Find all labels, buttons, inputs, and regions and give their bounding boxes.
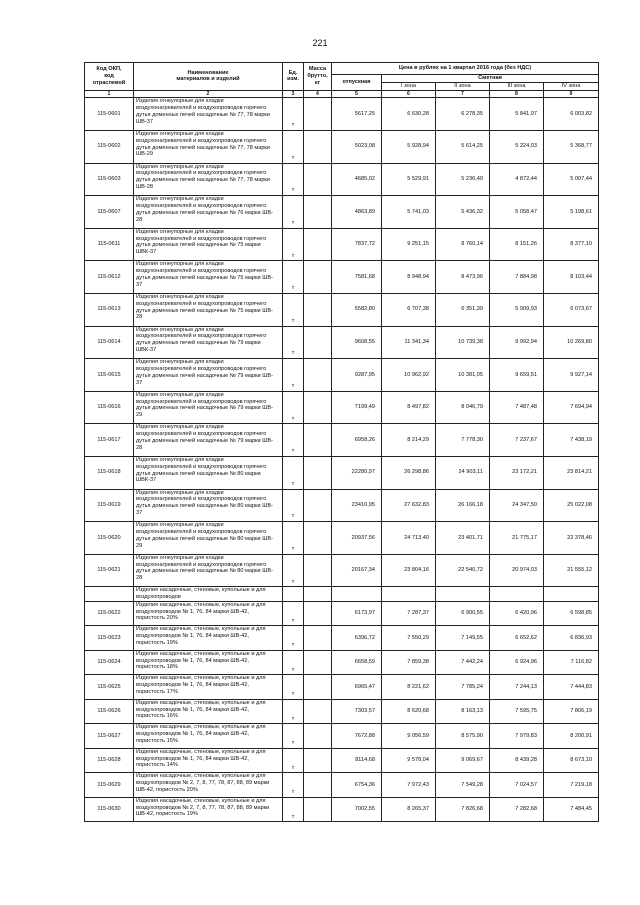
row-unit: т (283, 554, 304, 587)
header-unit: Ед. изм. (283, 63, 304, 91)
row-name: Изделия огнеупорные для кладки воздухонагревателей и воздухопроводов горячего дутья доменных печей насадочные № 77, 78 марки ШВ-37 (134, 98, 283, 131)
row-price: 8 103,44 (544, 261, 599, 294)
row-code: 115-0601 (85, 98, 134, 131)
row-price: 9 056,59 (382, 724, 436, 749)
row-unit: т (283, 359, 304, 392)
group-empty (283, 587, 304, 602)
row-price: 8 497,82 (382, 391, 436, 424)
column-number: 7 (436, 90, 490, 98)
table-row (85, 489, 599, 522)
row-code: 115-0615 (85, 359, 134, 392)
group-empty (436, 587, 490, 602)
row-name: Изделия насадочные, стеновые, купольные и для воздухопроводов № 1, 76, 84 марки ШВ-42, пористость 17% (134, 675, 283, 700)
row-price: 9 992,94 (490, 326, 544, 359)
table-row (85, 797, 599, 822)
table-row (85, 522, 599, 555)
row-price: 7 549,28 (436, 773, 490, 798)
row-price: 20937,56 (332, 522, 382, 555)
row-price: 24 903,11 (436, 456, 490, 489)
group-row (85, 587, 599, 602)
row-price: 21 775,17 (490, 522, 544, 555)
row-price: 7 438,19 (544, 424, 599, 457)
row-price: 8 620,68 (382, 699, 436, 724)
row-price: 6965,47 (332, 675, 382, 700)
row-code: 115-0622 (85, 601, 134, 626)
row-name: Изделия насадочные, стеновые, купольные и для воздухопроводов № 1, 76, 84 марки ШВ-42, пористость 15% (134, 724, 283, 749)
row-price: 7 778,30 (436, 424, 490, 457)
group-empty (332, 587, 382, 602)
row-code: 115-0626 (85, 699, 134, 724)
row-price: 11 341,34 (382, 326, 436, 359)
row-price: 7 595,75 (490, 699, 544, 724)
table-row (85, 98, 599, 131)
row-code: 115-0621 (85, 554, 134, 587)
row-price: 7 826,68 (436, 797, 490, 822)
row-price: 4863,89 (332, 196, 382, 229)
row-mass (304, 675, 332, 700)
row-unit: т (283, 797, 304, 822)
table-row (85, 554, 599, 587)
row-price: 22280,97 (332, 456, 382, 489)
column-number: 1 (85, 90, 134, 98)
row-price: 6 630,28 (382, 98, 436, 131)
row-price: 8114,68 (332, 748, 382, 773)
row-price: 8 221,62 (382, 675, 436, 700)
row-code: 115-0624 (85, 650, 134, 675)
table-row (85, 724, 599, 749)
header-zone: I зона (382, 82, 436, 90)
row-unit: т (283, 456, 304, 489)
row-price: 8 673,10 (544, 748, 599, 773)
row-price: 7199,49 (332, 391, 382, 424)
row-price: 5 198,61 (544, 196, 599, 229)
row-name: Изделия огнеупорные для кладки воздухонагревателей и воздухопроводов горячего дутья доменных печей насадочные № 80 марки ШВ- 29 (134, 522, 283, 555)
row-code: 115-0602 (85, 130, 134, 163)
row-code: 115-0616 (85, 391, 134, 424)
row-price: 6 278,35 (436, 98, 490, 131)
row-price: 20 974,03 (490, 554, 544, 587)
row-price: 23 814,21 (544, 456, 599, 489)
row-price: 8 760,14 (436, 228, 490, 261)
column-number: 3 (283, 90, 304, 98)
row-price: 6 003,82 (544, 98, 599, 131)
row-price: 23 401,71 (436, 522, 490, 555)
row-unit: т (283, 130, 304, 163)
table-row (85, 456, 599, 489)
row-price: 9 251,15 (382, 228, 436, 261)
row-unit: т (283, 424, 304, 457)
row-mass (304, 196, 332, 229)
column-number: 9 (544, 90, 599, 98)
row-price: 6 073,67 (544, 293, 599, 326)
row-price: 5 224,03 (490, 130, 544, 163)
row-price: 4 872,44 (490, 163, 544, 196)
row-price: 7 444,83 (544, 675, 599, 700)
row-price: 23 804,16 (382, 554, 436, 587)
header-zone: IV зона (544, 82, 599, 90)
row-price: 10 739,38 (436, 326, 490, 359)
row-unit: т (283, 724, 304, 749)
row-price: 26 298,86 (382, 456, 436, 489)
row-price: 5582,80 (332, 293, 382, 326)
table-row (85, 601, 599, 626)
row-code: 115-0618 (85, 456, 134, 489)
row-price: 5 007,44 (544, 163, 599, 196)
row-mass (304, 293, 332, 326)
row-price: 9608,55 (332, 326, 382, 359)
row-name: Изделия насадочные, стеновые, купольные и для воздухопроводов № 1, 76, 84 марки ШВ-42, пористость 19% (134, 626, 283, 651)
row-name: Изделия огнеупорные для кладки воздухонагревателей и воздухопроводов горячего дутья доменных печей насадочные № 75 марки ШВ- 28 (134, 293, 283, 326)
row-unit: т (283, 675, 304, 700)
row-price: 5 368,77 (544, 130, 599, 163)
row-price: 7 282,68 (490, 797, 544, 822)
group-empty (85, 587, 134, 602)
price-table (84, 62, 599, 822)
row-price: 7 484,45 (544, 797, 599, 822)
row-unit: т (283, 163, 304, 196)
row-unit: т (283, 522, 304, 555)
table-row (85, 424, 599, 457)
row-price: 21 555,12 (544, 554, 599, 587)
group-empty (490, 587, 544, 602)
row-mass (304, 773, 332, 798)
group-empty (544, 587, 599, 602)
table-row (85, 773, 599, 798)
row-name: Изделия насадочные, стеновые, купольные и для воздухопроводов № 1, 76, 84 марки ШВ-42, пористость 20% (134, 601, 283, 626)
row-price: 6958,26 (332, 424, 382, 457)
table-row (85, 626, 599, 651)
row-price: 5617,25 (332, 98, 382, 131)
row-price: 23410,95 (332, 489, 382, 522)
row-price: 6 652,62 (490, 626, 544, 651)
row-name: Изделия насадочные, стеновые, купольные и для воздухопроводов № 2, 7, 8, 77, 78, 87, 88, 89 марки ШВ-42, пористость 20% (134, 773, 283, 798)
row-unit: т (283, 601, 304, 626)
row-price: 7837,72 (332, 228, 382, 261)
row-mass (304, 130, 332, 163)
row-price: 4685,02 (332, 163, 382, 196)
row-unit: т (283, 391, 304, 424)
row-price: 5 058,47 (490, 196, 544, 229)
row-price: 8 200,91 (544, 724, 599, 749)
row-name: Изделия огнеупорные для кладки воздухонагревателей и воздухопроводов горячего дутья доменных печей насадочные № 79 марки ШВ- 29 (134, 391, 283, 424)
row-code: 115-0629 (85, 773, 134, 798)
row-code: 115-0625 (85, 675, 134, 700)
row-name: Изделия огнеупорные для кладки воздухонагревателей и воздухопроводов горячего дутья доменных печей насадочные № 79 марки ШВ- 28 (134, 424, 283, 457)
row-price: 7 884,98 (490, 261, 544, 294)
row-code: 115-0612 (85, 261, 134, 294)
table-row (85, 293, 599, 326)
row-price: 8 377,10 (544, 228, 599, 261)
row-code: 115-0619 (85, 489, 134, 522)
row-code: 115-0617 (85, 424, 134, 457)
row-price: 7303,57 (332, 699, 382, 724)
row-price: 7 785,24 (436, 675, 490, 700)
row-price: 24 347,50 (490, 489, 544, 522)
row-unit: т (283, 626, 304, 651)
row-price: 6 420,96 (490, 601, 544, 626)
row-unit: т (283, 196, 304, 229)
row-price: 6 351,39 (436, 293, 490, 326)
row-mass (304, 650, 332, 675)
row-price: 7 244,13 (490, 675, 544, 700)
row-price: 7 694,94 (544, 391, 599, 424)
row-mass (304, 522, 332, 555)
row-price: 8 046,79 (436, 391, 490, 424)
row-price: 7581,68 (332, 261, 382, 294)
row-mass (304, 98, 332, 131)
row-mass (304, 326, 332, 359)
table-row (85, 130, 599, 163)
row-price: 8 575,90 (436, 724, 490, 749)
row-price: 5 529,91 (382, 163, 436, 196)
row-mass (304, 626, 332, 651)
row-name: Изделия огнеупорные для кладки воздухонагревателей и воздухопроводов горячего дутья доменных печей насадочные № 77, 78 марки ШВ-29 (134, 130, 283, 163)
row-name: Изделия огнеупорные для кладки воздухонагревателей и воздухопроводов горячего дутья доменных печей насадочные № 75 марки ШВК-37 (134, 228, 283, 261)
row-price: 7 979,83 (490, 724, 544, 749)
row-unit: т (283, 98, 304, 131)
row-price: 6 598,85 (544, 601, 599, 626)
row-price: 5 614,25 (436, 130, 490, 163)
row-price: 6658,59 (332, 650, 382, 675)
row-code: 115-0614 (85, 326, 134, 359)
row-price: 6754,36 (332, 773, 382, 798)
row-price: 22 378,46 (544, 522, 599, 555)
row-price: 5 928,94 (382, 130, 436, 163)
row-unit: т (283, 699, 304, 724)
row-price: 7 442,24 (436, 650, 490, 675)
row-unit: т (283, 326, 304, 359)
row-name: Изделия огнеупорные для кладки воздухонагревателей и воздухопроводов горячего дутья доменных печей насадочные № 79 марки ШВК-37 (134, 326, 283, 359)
row-price: 22 540,72 (436, 554, 490, 587)
row-code: 115-0603 (85, 163, 134, 196)
group-title: Изделия насадочные, стеновые, купольные и для воздухопроводов (134, 587, 283, 602)
row-mass (304, 699, 332, 724)
row-name: Изделия огнеупорные для кладки воздухонагревателей и воздухопроводов горячего дутья доменных печей насадочные № 80 марки ШВ- 37 (134, 489, 283, 522)
header-mass: Масса брутто, кг (304, 63, 332, 91)
row-mass (304, 391, 332, 424)
column-number: 6 (382, 90, 436, 98)
row-mass (304, 601, 332, 626)
row-price: 7 219,18 (544, 773, 599, 798)
row-name: Изделия огнеупорные для кладки воздухонагревателей и воздухопроводов горячего дутья доменных печей насадочные № 79 марки ШВ- 37 (134, 359, 283, 392)
row-name: Изделия насадочные, стеновые, купольные и для воздухопроводов № 1, 76, 84 марки ШВ-42, пористость 16% (134, 699, 283, 724)
row-price: 10 962,92 (382, 359, 436, 392)
row-price: 26 166,18 (436, 489, 490, 522)
row-price: 9 659,51 (490, 359, 544, 392)
row-mass (304, 261, 332, 294)
row-unit: т (283, 228, 304, 261)
row-code: 115-0627 (85, 724, 134, 749)
row-price: 7002,55 (332, 797, 382, 822)
row-price: 7 972,43 (382, 773, 436, 798)
table-row (85, 359, 599, 392)
table-row (85, 163, 599, 196)
row-price: 8 151,26 (490, 228, 544, 261)
row-price: 5 236,40 (436, 163, 490, 196)
row-price: 8 439,28 (490, 748, 544, 773)
row-price: 10 269,80 (544, 326, 599, 359)
header-otpusk: отпускная (332, 75, 382, 91)
row-mass (304, 228, 332, 261)
column-number: 5 (332, 90, 382, 98)
row-mass (304, 163, 332, 196)
row-price: 8 214,29 (382, 424, 436, 457)
row-code: 115-0611 (85, 228, 134, 261)
row-name: Изделия огнеупорные для кладки воздухонагревателей и воздухопроводов горячего дутья доменных печей насадочные № 80 марки ШВ- 28 (134, 554, 283, 587)
header-zone: III зона (490, 82, 544, 90)
row-price: 10 381,05 (436, 359, 490, 392)
row-code: 115-0630 (85, 797, 134, 822)
row-price: 6 900,55 (436, 601, 490, 626)
row-code: 115-0623 (85, 626, 134, 651)
row-price: 8 473,96 (436, 261, 490, 294)
row-price: 6173,97 (332, 601, 382, 626)
table-row (85, 748, 599, 773)
table-row (85, 391, 599, 424)
row-price: 6 836,93 (544, 626, 599, 651)
row-unit: т (283, 650, 304, 675)
row-price: 5023,08 (332, 130, 382, 163)
row-price: 7 024,57 (490, 773, 544, 798)
table-row (85, 196, 599, 229)
row-mass (304, 489, 332, 522)
row-unit: т (283, 293, 304, 326)
row-name: Изделия насадочные, стеновые, купольные и для воздухопроводов № 1, 76, 84 марки ШВ-42, пористость 14% (134, 748, 283, 773)
row-price: 9 069,67 (436, 748, 490, 773)
row-price: 5 436,32 (436, 196, 490, 229)
row-price: 7 806,19 (544, 699, 599, 724)
row-code: 115-0613 (85, 293, 134, 326)
row-name: Изделия огнеупорные для кладки воздухонагревателей и воздухопроводов горячего дутья доменных печей насадочные № 75 марки ШВ- 37 (134, 261, 283, 294)
row-price: 7 237,67 (490, 424, 544, 457)
table-row (85, 699, 599, 724)
row-mass (304, 554, 332, 587)
page-number: 221 (312, 38, 328, 48)
row-price: 7 149,55 (436, 626, 490, 651)
header-price-title: Цена в рублях на 1 квартал 2016 года (без НДС) (332, 63, 599, 75)
row-code: 115-0607 (85, 196, 134, 229)
column-number: 2 (134, 90, 283, 98)
column-number: 8 (490, 90, 544, 98)
row-price: 8 265,37 (382, 797, 436, 822)
header-zone: II зона (436, 82, 490, 90)
row-mass (304, 456, 332, 489)
row-mass (304, 797, 332, 822)
row-price: 24 713,40 (382, 522, 436, 555)
row-mass (304, 424, 332, 457)
group-empty (304, 587, 332, 602)
row-price: 8 948,94 (382, 261, 436, 294)
table-row (85, 326, 599, 359)
row-price: 5 909,93 (490, 293, 544, 326)
row-price: 7 116,82 (544, 650, 599, 675)
row-unit: т (283, 261, 304, 294)
row-price: 7 550,29 (382, 626, 436, 651)
row-price: 7 859,38 (382, 650, 436, 675)
table-row (85, 228, 599, 261)
row-price: 25 022,08 (544, 489, 599, 522)
row-price: 9287,95 (332, 359, 382, 392)
row-name: Изделия огнеупорные для кладки воздухонагревателей и воздухопроводов горячего дутья доменных печей насадочные № 76 марки ШВ- 28 (134, 196, 283, 229)
row-price: 23 172,21 (490, 456, 544, 489)
header-smetnaya: Сметная (382, 75, 599, 83)
row-name: Изделия огнеупорные для кладки воздухонагревателей и воздухопроводов горячего дутья доменных печей насадочные № 77, 78 марки ШВ-28 (134, 163, 283, 196)
table-row (85, 675, 599, 700)
row-price: 6 707,38 (382, 293, 436, 326)
row-name: Изделия огнеупорные для кладки воздухонагревателей и воздухопроводов горячего дутья доменных печей насадочные № 80 марки ШВК-37 (134, 456, 283, 489)
row-name: Изделия насадочные, стеновые, купольные и для воздухопроводов № 1, 76, 84 марки ШВ-42, пористость 18% (134, 650, 283, 675)
row-price: 20167,34 (332, 554, 382, 587)
row-code: 115-0620 (85, 522, 134, 555)
row-price: 27 632,83 (382, 489, 436, 522)
header-name: Наименование материалов и изделий (134, 63, 283, 91)
row-price: 6 924,96 (490, 650, 544, 675)
row-mass (304, 359, 332, 392)
row-price: 6396,72 (332, 626, 382, 651)
row-price: 9 927,14 (544, 359, 599, 392)
row-price: 8 163,13 (436, 699, 490, 724)
row-mass (304, 724, 332, 749)
row-price: 7 487,48 (490, 391, 544, 424)
row-price: 9 578,04 (382, 748, 436, 773)
row-unit: т (283, 489, 304, 522)
group-empty (382, 587, 436, 602)
row-code: 115-0628 (85, 748, 134, 773)
row-price: 5 841,97 (490, 98, 544, 131)
header-code: Код ОКП, код отраслевой (85, 63, 134, 91)
row-name: Изделия насадочные, стеновые, купольные и для воздухопроводов № 2, 7, 8, 77, 78, 87, 88, 89 марки ШВ-42, пористость 19% (134, 797, 283, 822)
row-unit: т (283, 748, 304, 773)
table-row (85, 261, 599, 294)
row-price: 5 741,03 (382, 196, 436, 229)
row-price: 7672,88 (332, 724, 382, 749)
table-row (85, 650, 599, 675)
row-unit: т (283, 773, 304, 798)
row-price: 7 287,37 (382, 601, 436, 626)
row-mass (304, 748, 332, 773)
column-number: 4 (304, 90, 332, 98)
